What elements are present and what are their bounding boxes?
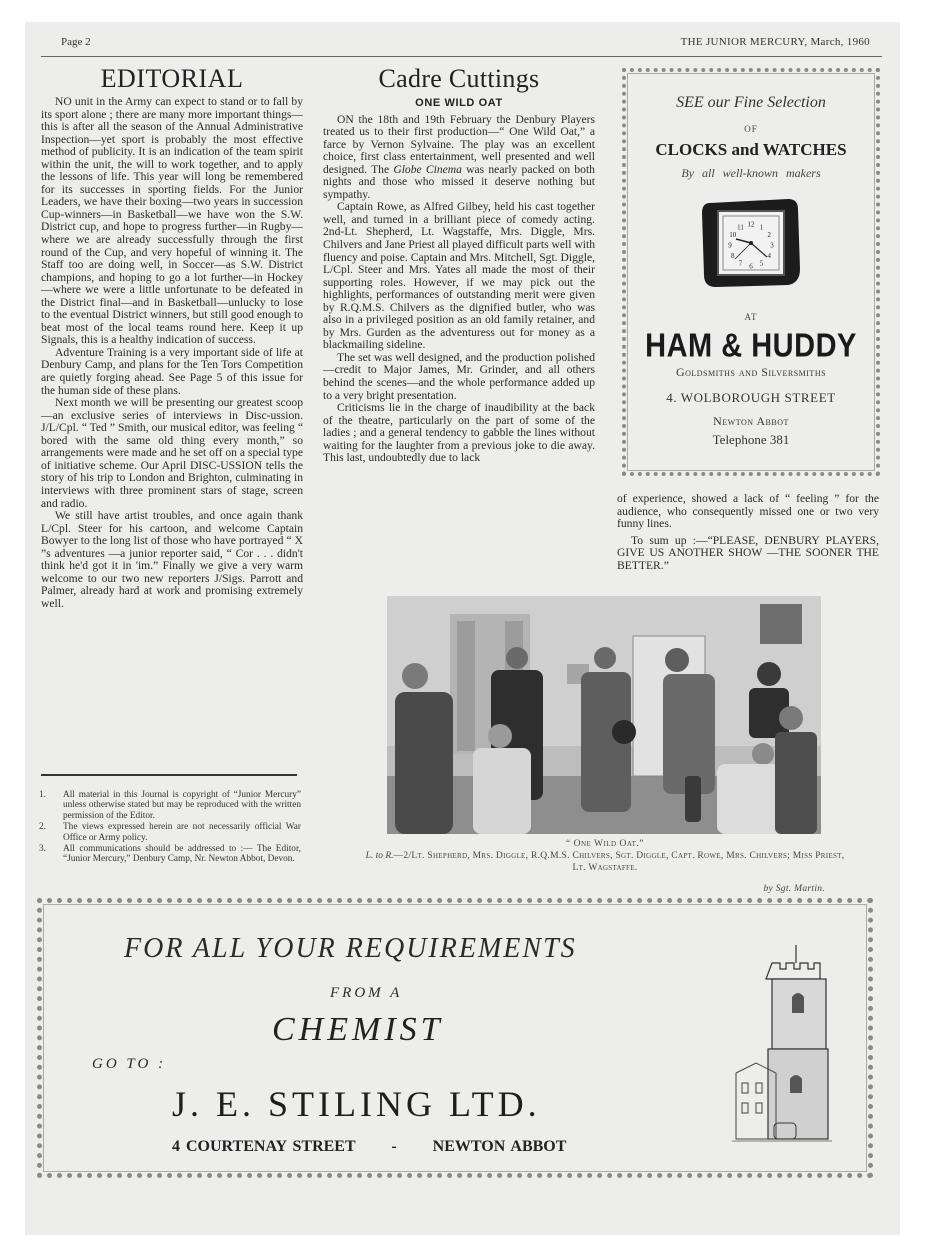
cadre-continuation [617,493,879,572]
article-paragraph: of experience, showed a lack of “ feeling ” for the audience, who consequently missed one or two very funny lines. [617,492,879,531]
editorial-title: EDITORIAL [100,64,244,93]
note-number: 3. [39,844,46,855]
editorial-paragraph: NO unit in the Army can expect to stand or to fall by its sport alone ; there are many more important things—this is after all the season of the Annual Administrative Inspection—yet sport is probably the most effective method of publicity. It is an indication of the team spirit within the unit, the will to work together, and to apply the lessons of life. This year will long be remembered for its successes in sporting fields. For the Junior Leaders, we have their boxing—two years in succession Cup-winners—in Basketball—we have won the S.W. District cup, and hope to progress further—in Rugby—where we are already successfully through the first round of the Cup, and very hopeful of winning it. The Staff too are doing well, in Soccer—as S.W. District champions, and hoping to go a lot further—in Hockey—where we were a little unfortunate to be defeated in the District final—and in Basketball—unlucky to lose to the eventual District winners, but still good enough to beat most of the local teams round here. Keep it up Signals, this is a healthy indication of success. [41,95,303,347]
editorial-notes [39,790,301,866]
article-paragraph [323,114,595,202]
ad-company-name: J. E. STILING LTD. [172,1084,541,1124]
ad-at: AT [744,312,758,322]
note-number: 2. [39,822,46,833]
editorial-paragraph: Next month we will be presenting our greatest scoop—an exclusive series of interviews in Disc-ussion. J/L/Cpl. “ Ted ” Smith, our musical editor, was feeling “ bored with the same old thing every month,” so arrangements were made and he set off on a special type of initiative scheme. Our April DISC-USSION tells the story of his trip to London and Brighton, culminating in interviews with three prominent stars of stage, screen and radio. [41,396,303,510]
ad-headline: FOR ALL YOUR REQUIREMENTS [124,933,577,964]
article-paragraph: Captain Rowe, as Alfred Gilbey, held his cast together well, and turned in a brilliant piece of comedy acting. 2nd-Lt. Shepherd, Lt. Wagstaffe, Mrs. Diggle, Mrs. Chilvers and Jane Priest all played difficult parts well with fluency and poise. Captain and Mrs. Mitchell, Sgt. Diggle, L/Cpl. Steer and Mrs. Yates all made the most of their supporting roles. However, if we may pick out the highlights, performances of outstanding merit were given by R.Q.M.S. Chilvers as the dignified butler, who was also in a privileged position as an old family retainer, and by Mrs. Gurden as the adventuress out for money as a blackmailing sideline. [323,200,595,352]
text-run: ON the 18th and 19th February the Denbury Players treated us to their first production—“ One Wild Oat,” a farce by Vernon Sylvaine. The play was an excellent choice, first class entertainment, well presented and well designed. The [323,112,595,176]
article-subtitle: ONE WILD OAT [415,97,503,109]
cadre-title: Cadre Cuttings [378,64,540,93]
clock-numeral: 10 [729,231,737,239]
note-item [39,790,301,821]
ad-of: OF [744,124,758,134]
cast-photograph [387,596,821,834]
note-number: 1. [39,790,46,800]
note-text: The views expressed herein are not necessarily official War Office or Army policy. [63,822,301,843]
clock-numeral: 3 [770,241,774,250]
ad-address [172,1138,566,1156]
editorial-paragraph: We still have artist troubles, and once again thank L/Cpl. Steer for his cartoon, and welcome Captain Bowyer to the long list of those who have portrayed “ X ”s adventures —a junior reporter said, “ Cor . . . didn't think he'd got it in 'im.” Finally we give a very warm welcome to our two new reporters J/Sigs. Parrott and Palmer, already hard at work and promising extremely well. [41,509,303,610]
clock-numeral: 4 [767,252,771,260]
ad-telephone: Telephone 381 [712,432,790,447]
note-item [39,844,301,865]
note-text: All material in this Journal is copyright of “Junior Mercury” unless otherwise stated but may be reproduced with the written permission of the Editor. [63,790,301,821]
notes-divider [41,774,297,776]
running-title: THE JUNIOR MERCURY, March, 1960 [680,36,870,48]
article-paragraph: The set was well designed, and the production polished—credit to Major James, Mr. Grinder, and all others behind the scenes—and the whole performance added up to a very bright presentation. [323,350,595,402]
ad-company-name: HAM & HUDDY [645,327,857,365]
ad-product: CLOCKS and WATCHES [655,140,847,159]
editorial-paragraph: Adventure Training is a very important side of life at Denbury Camp, and plans for the Ten Tors Competition are quietly forging ahead. See Page 5 of this issue for the human side of these plans. [41,345,303,397]
clock-numeral: 12 [747,220,755,229]
ad-chemist: CHEMIST [272,1011,444,1048]
magazine-page [25,22,900,1235]
text-run: was nearly packed on both nights and those who missed it deserve nothing but sympathy. [323,162,595,201]
article-paragraph: Criticisms lie in the charge of inaudibility at the back of the theatre, particularly on the part of some of the ladies ; and a general tendency to gabble the lines without waiting for the laughter from a previous joke to die away. This last, undoubtedly due to lack [323,401,595,465]
ad-address: 4. WOLBOROUGH STREET [666,390,836,405]
ad-headline: SEE our Fine Selection [676,94,826,111]
clock-numeral: 6 [749,262,753,271]
clock-numeral: 2 [767,231,771,239]
clock-numeral: 1 [759,223,764,232]
clock-numeral: 11 [737,223,744,232]
chemist-advertisement [37,898,873,1178]
ad-town: Newton Abbot [713,414,789,428]
ad-separator: - [391,1138,397,1155]
page-number: Page 2 [61,36,91,48]
photo-cast-list: —2/Lt. Shepherd, Mrs. Diggle, R.Q.M.S. Chilvers, Sgt. Diggle, Capt. Rowe, Mrs. Chilvers; Miss Priest, Lt. Wagstaffe. [393,851,845,873]
ad-go-to: GO TO : [92,1056,167,1072]
clock-numeral: 5 [759,259,764,268]
ad-makers: By all well-known makers [681,166,821,180]
photo-names [365,850,845,874]
church-tower-illustration [732,943,842,1153]
article-closing: To sum up :—“PLEASE, DENBURY PLAYERS, GIVE US ANOTHER SHOW —THE SOONER THE BETTER.” [617,533,879,572]
clock-numeral: 9 [728,241,732,250]
ad-trade: Goldsmiths and Silversmiths [675,365,827,379]
clock-numeral: 7 [738,259,743,268]
note-text: All communications should be addressed to :— The Editor, “Junior Mercury,” Denbury Camp, Nr. Newton Abbot, Devon. [63,844,301,865]
photo-credit: by Sgt. Martin. [763,884,825,894]
editorial-column [41,64,303,610]
ad-street: 4 COURTENAY STREET [172,1138,356,1155]
photo-lr-label: L. to R. [365,851,394,861]
cadre-cuttings-column [323,64,595,465]
note-item [39,822,301,843]
travel-clock-icon [696,195,806,291]
ad-from: FROM A [330,985,403,1001]
photo-caption [365,838,845,874]
photo-title: “ One Wild Oat.” [566,839,644,849]
venue-name: Globe Cinema [393,162,462,176]
clock-numeral: 8 [731,252,735,260]
clock-advertisement [622,68,880,476]
ad-town: NEWTON ABBOT [432,1138,567,1155]
header-rule [41,56,882,57]
